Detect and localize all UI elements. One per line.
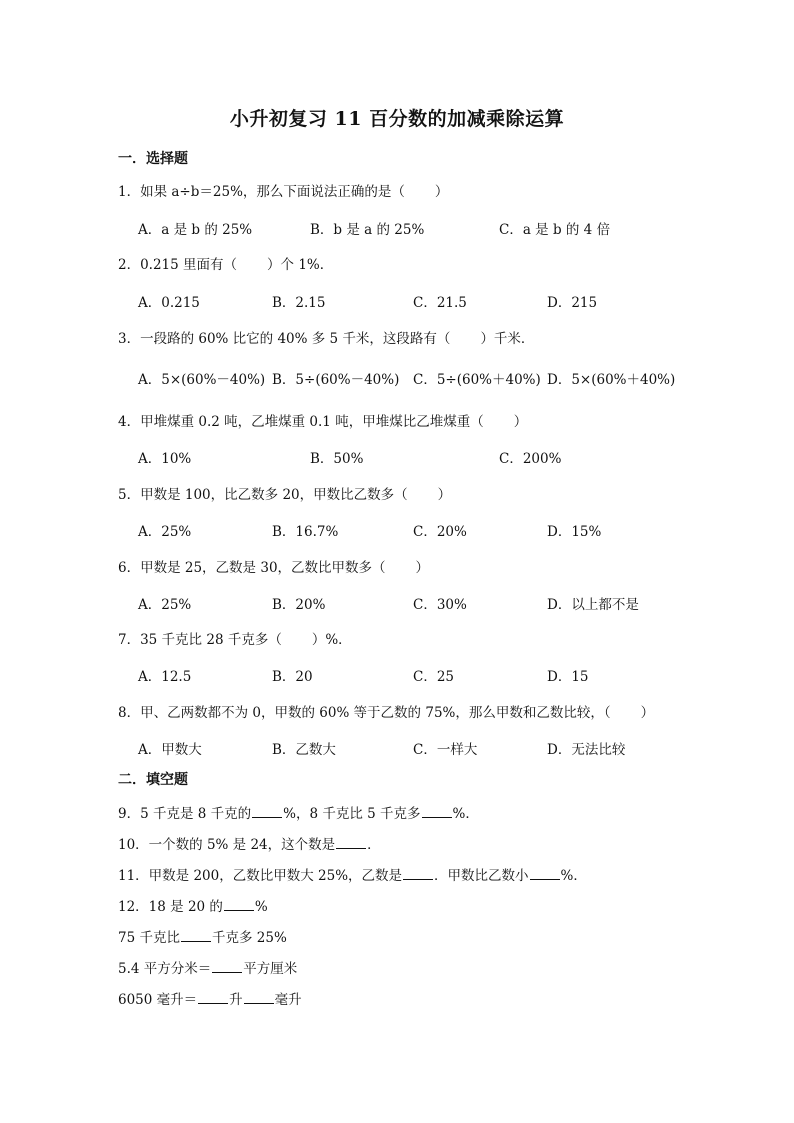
- question-8: [118, 701, 654, 721]
- question-stem: ）千米．: [480, 331, 535, 347]
- options-2: [138, 291, 738, 311]
- fill-line-volume: [118, 988, 302, 1008]
- answer-blank[interactable]: [198, 991, 228, 1004]
- option-a[interactable]: A．10%: [138, 451, 192, 467]
- question-stem: 6．甲数是 25，乙数是 30，乙数比甲数多（: [118, 560, 386, 576]
- option-a[interactable]: A．25%: [138, 597, 192, 613]
- option-c[interactable]: C．200%: [499, 451, 562, 467]
- fill-text: 毫升: [274, 992, 302, 1008]
- option-c[interactable]: C．一样大: [413, 742, 478, 758]
- option-d[interactable]: D．15%: [547, 524, 602, 540]
- answer-blank[interactable]: [212, 960, 242, 973]
- answer-blank[interactable]: [422, 805, 452, 818]
- option-a[interactable]: A．a 是 b 的 25%: [138, 222, 253, 238]
- question-stem: 1．如果: [118, 184, 168, 200]
- option-b[interactable]: B．5÷(60%－40%): [272, 372, 400, 388]
- question-stem: ）个 1%．: [267, 257, 334, 273]
- option-d[interactable]: D．5×(60%＋40%): [547, 372, 676, 388]
- fill-text: 12．18 是 20 的: [118, 899, 223, 915]
- option-a[interactable]: A．甲数大: [138, 742, 202, 758]
- option-b[interactable]: B．20%: [272, 597, 326, 613]
- question-stem: 3．一段路的 60% 比它的 40% 多 5 千米，这段路有（: [118, 331, 451, 347]
- option-b[interactable]: B．2.15: [272, 295, 326, 311]
- fill-line-kg: [118, 926, 287, 946]
- option-d[interactable]: D．以上都不是: [547, 597, 639, 613]
- fill-text: %，8 千克比 5 千克多: [283, 806, 421, 822]
- question-stem: ）: [434, 184, 449, 200]
- question-2: [118, 253, 333, 273]
- options-5: [138, 520, 738, 540]
- option-b[interactable]: B．50%: [310, 451, 364, 467]
- option-a[interactable]: A．5×(60%－40%): [138, 372, 266, 388]
- question-stem: 2．0.215 里面有（: [118, 257, 238, 273]
- fill-question-12: [118, 895, 268, 915]
- option-c[interactable]: C．25: [413, 669, 455, 685]
- answer-blank[interactable]: [336, 836, 366, 849]
- option-c[interactable]: C．20%: [413, 524, 467, 540]
- fill-text: 升: [229, 992, 243, 1008]
- question-stem: ）: [437, 487, 452, 503]
- question-6: [118, 556, 429, 576]
- question-1: [118, 180, 448, 200]
- fill-question-10: [118, 833, 381, 853]
- fill-question-9: [118, 802, 479, 822]
- question-3: [118, 327, 534, 347]
- options-8: [138, 738, 738, 758]
- fill-line-area: [118, 957, 297, 977]
- fill-text: 9．5 千克是 8 千克的: [118, 806, 252, 822]
- option-a[interactable]: A．12.5: [138, 669, 192, 685]
- answer-blank[interactable]: [244, 991, 274, 1004]
- question-stem: ）: [640, 705, 655, 721]
- question-stem: ）: [415, 560, 430, 576]
- question-stem: 7．35 千克比 28 千克多（: [118, 632, 282, 648]
- fill-text: ．: [367, 837, 381, 853]
- question-stem: a÷b＝25%，那么下面说法正确的是（: [167, 184, 405, 200]
- fill-text: 5.4 平方分米＝: [118, 961, 212, 977]
- option-d[interactable]: D．无法比较: [547, 742, 626, 758]
- fill-text: 平方厘米: [243, 961, 298, 977]
- section-heading-choice: 一．选择题: [118, 151, 188, 167]
- question-stem: ）: [513, 414, 528, 430]
- question-7: [118, 628, 352, 648]
- option-d[interactable]: D．15: [547, 669, 589, 685]
- fill-text: ．甲数比乙数小: [434, 868, 529, 884]
- fill-text: 10．一个数的 5% 是 24，这个数是: [118, 837, 336, 853]
- question-stem: 4．甲堆煤重 0.2 吨，乙堆煤重 0.1 吨，甲堆煤比乙堆煤重（: [118, 414, 484, 430]
- question-stem: ）%．: [311, 632, 352, 648]
- answer-blank[interactable]: [181, 929, 211, 942]
- options-6: [138, 593, 738, 613]
- answer-blank[interactable]: [224, 898, 254, 911]
- options-1: [138, 218, 738, 238]
- fill-text: 11．甲数是 200，乙数比甲数大 25%，乙数是: [118, 868, 403, 884]
- option-b[interactable]: B．b 是 a 的 25%: [310, 222, 425, 238]
- answer-blank[interactable]: [252, 805, 282, 818]
- option-b[interactable]: B．20: [272, 669, 313, 685]
- fill-text: 6050 毫升＝: [118, 992, 198, 1008]
- fill-text: %: [254, 899, 268, 915]
- question-stem: 5．甲数是 100，比乙数多 20，甲数比乙数多（: [118, 487, 408, 503]
- options-7: [138, 665, 738, 685]
- fill-text: %．: [560, 868, 587, 884]
- option-d[interactable]: D．215: [547, 295, 598, 311]
- answer-blank[interactable]: [530, 867, 560, 880]
- option-a[interactable]: A．25%: [138, 524, 192, 540]
- option-b[interactable]: B．乙数大: [272, 742, 336, 758]
- option-c[interactable]: C．21.5: [413, 295, 467, 311]
- option-c[interactable]: C．a 是 b 的 4 倍: [499, 222, 611, 238]
- options-4: [138, 447, 738, 467]
- fill-question-11: [118, 864, 587, 884]
- page-title: 小升初复习 11 百分数的加减乘除运算: [229, 108, 565, 130]
- option-a[interactable]: A．0.215: [138, 295, 200, 311]
- question-4: [118, 410, 527, 430]
- fill-text: 千克多 25%: [211, 930, 287, 946]
- question-stem: 8．甲、乙两数都不为 0，甲数的 60% 等于乙数的 75%，那么甲数和乙数比较，（: [118, 705, 611, 721]
- question-5: [118, 483, 451, 503]
- fill-text: 75 千克比: [118, 930, 180, 946]
- options-3: [138, 368, 738, 388]
- section-heading-fill: 二．填空题: [118, 772, 188, 788]
- option-c[interactable]: C．5÷(60%＋40%): [413, 372, 541, 388]
- option-c[interactable]: C．30%: [413, 597, 467, 613]
- fill-text: %．: [452, 806, 479, 822]
- answer-blank[interactable]: [403, 867, 433, 880]
- option-b[interactable]: B．16.7%: [272, 524, 339, 540]
